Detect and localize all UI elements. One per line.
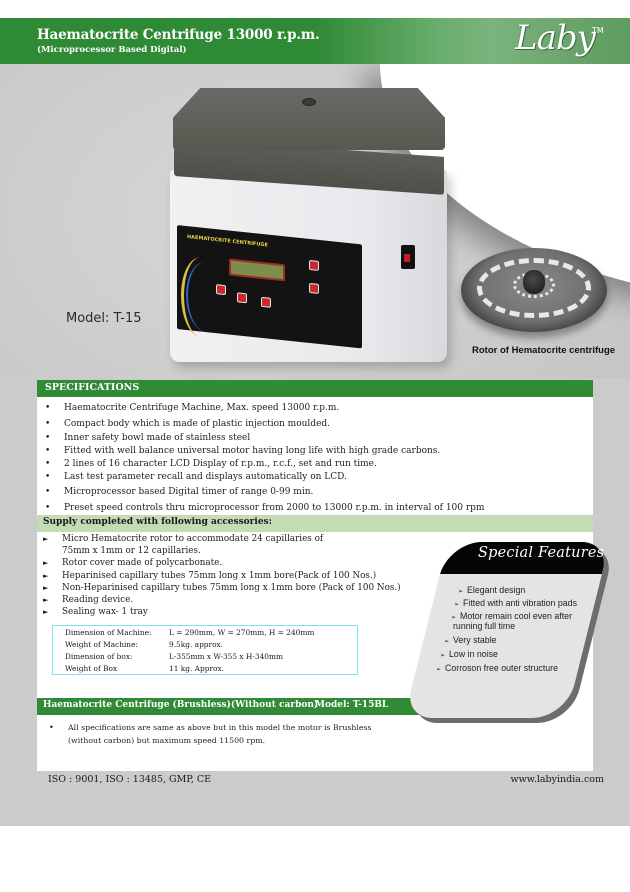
dimension-row: Dimension of box: L-355mm x W-355 x H-340mm [65,652,283,661]
lid-knob-icon [302,98,316,106]
certifications: ISO : 9001, ISO : 13485, GMP, CE [48,774,212,785]
rotor-image [461,248,607,332]
spec-item: • Microprocessor based Digital timer of range 0-99 min. [37,485,593,501]
brushless-model: Model: T-15BL [315,700,389,710]
arrow-icon: ➢ [436,667,442,673]
panel-button-start [238,293,246,302]
arrow-bullet-icon: ► [43,559,49,568]
arrow-icon: ➢ [454,602,460,608]
dimensions-table [52,625,358,675]
spec-item: • 2 lines of 16 character LCD Display of r.p.m., r.c.f., set and run time. [45,459,377,469]
bullet-icon: • [45,403,51,413]
arrow-bullet-icon: ► [43,596,49,605]
lcd-display [229,258,285,281]
panel-button-down [310,284,318,293]
bullet-icon: • [49,723,54,732]
centrifuge-machine-image [165,80,455,365]
feature-item: ➢ Fitted with anti vibration pads [454,598,577,608]
bullet-icon: • [45,446,51,456]
accessory-item: ► Rotor cover made of polycarbonate. [43,558,223,569]
bullet-icon: • [45,487,51,497]
spec-item: • Compact body which is made of plastic injection moulded. [37,417,593,433]
control-panel [177,225,362,348]
power-switch-indicator [404,254,410,262]
feature-item: ➢ Low in noise [440,649,498,659]
arrow-icon: ➢ [444,639,450,645]
arrow-bullet-icon: ► [43,571,49,580]
spec-item: • Preset speed controls thru microprocessor from 2000 to 13000 r.p.m. in interval of 100 rpm [37,501,593,517]
arrow-icon: ➢ [451,615,457,621]
accessory-item: ► Heparinised capillary tubes 75mm long x 1mm bore(Pack of 100 Nos.) [43,570,377,581]
brushless-description: All specifications are same as above but in this model the motor is Brushless (without carbon) but maximum speed 11500 rpm. [68,723,372,745]
page-subtitle: (Microprocessor Based Digital) [37,45,187,55]
dimension-row: Weight of Box 11 kg. Approx. [65,664,224,673]
power-switch [401,245,415,269]
feature-item: ➢ Elegant design [458,585,526,595]
panel-brand-label: HAEMATOCRITE CENTRIFUGE [187,234,268,249]
accessories-heading-bar [37,515,593,532]
accessory-item: ► Non-Heparinised capillary tubes 75mm long x 1mm bore (Pack of 100 Nos.) [43,582,401,593]
feature-item: ➢ Motor remain cool even after [451,611,572,621]
special-features-title: Special Features [478,545,605,561]
arrow-icon: ➢ [458,589,464,595]
header-bar [0,18,630,64]
accessories-heading: Supply completed with following accessories: [43,517,272,527]
accessory-item-continuation: 75mm x 1mm or 12 capillaries. [62,546,201,557]
arrow-icon: ➢ [440,653,446,659]
feature-item: ➢ Corroson free outer structure [436,663,558,673]
specifications-heading-bar [37,380,593,397]
model-label: Model: T-15 [66,311,142,326]
spec-item: • Fitted with well balance universal motor having long life with high grade carbons. [45,446,441,456]
accessory-item: ► Sealing wax- 1 tray [43,607,148,618]
laby-logo: Laby [515,18,595,58]
bullet-icon: • [45,502,51,513]
page-title: Haematocrite Centrifuge 13000 r.p.m. [37,27,320,43]
brushless-heading-bar [37,698,467,715]
bullet-icon: • [45,418,51,429]
feature-item-continuation: running full time [453,621,516,631]
specifications-heading: SPECIFICATIONS [45,382,140,393]
feature-item: ➢ Very stable [444,635,497,645]
arrow-bullet-icon: ► [43,583,49,592]
arrow-bullet-icon: ► [43,535,49,543]
trademark-mark: TM [592,26,604,35]
accessories-list [37,533,437,618]
accessory-item: ► Micro Hematocrite rotor to accommodate 24 capillaries of [43,534,324,544]
spec-item: • Last test parameter recall and displays automatically on LCD. [45,472,347,482]
bullet-icon: • [45,433,51,443]
bullet-icon: • [45,472,51,482]
specifications-list [37,401,593,516]
arrow-bullet-icon: ► [43,608,49,617]
dimension-row: Weight of Machine: 9.5kg. approx. [65,640,224,649]
rotor-caption: Rotor of Hematocrite centrifuge [472,345,616,356]
panel-button-left [217,285,225,294]
spec-item: • Inner safety bowl made of stainless steel [45,433,251,443]
spec-item: • Haematocrite Centrifuge Machine, Max. speed 13000 r.p.m. [37,401,593,417]
rotor-hub-knob [523,270,545,294]
panel-button-up [310,261,318,270]
dimension-row: Dimension of Machine: L = 290mm, W = 270mm, H = 240mm [65,628,315,637]
panel-button-stop [262,298,270,307]
website-link[interactable]: www.labyindia.com [510,774,604,785]
accessory-item: ► Reading device. [43,595,134,606]
bullet-icon: • [45,459,51,469]
brushless-heading: Haematocrite Centrifuge (Brushless)(Without carbon) [43,700,319,710]
